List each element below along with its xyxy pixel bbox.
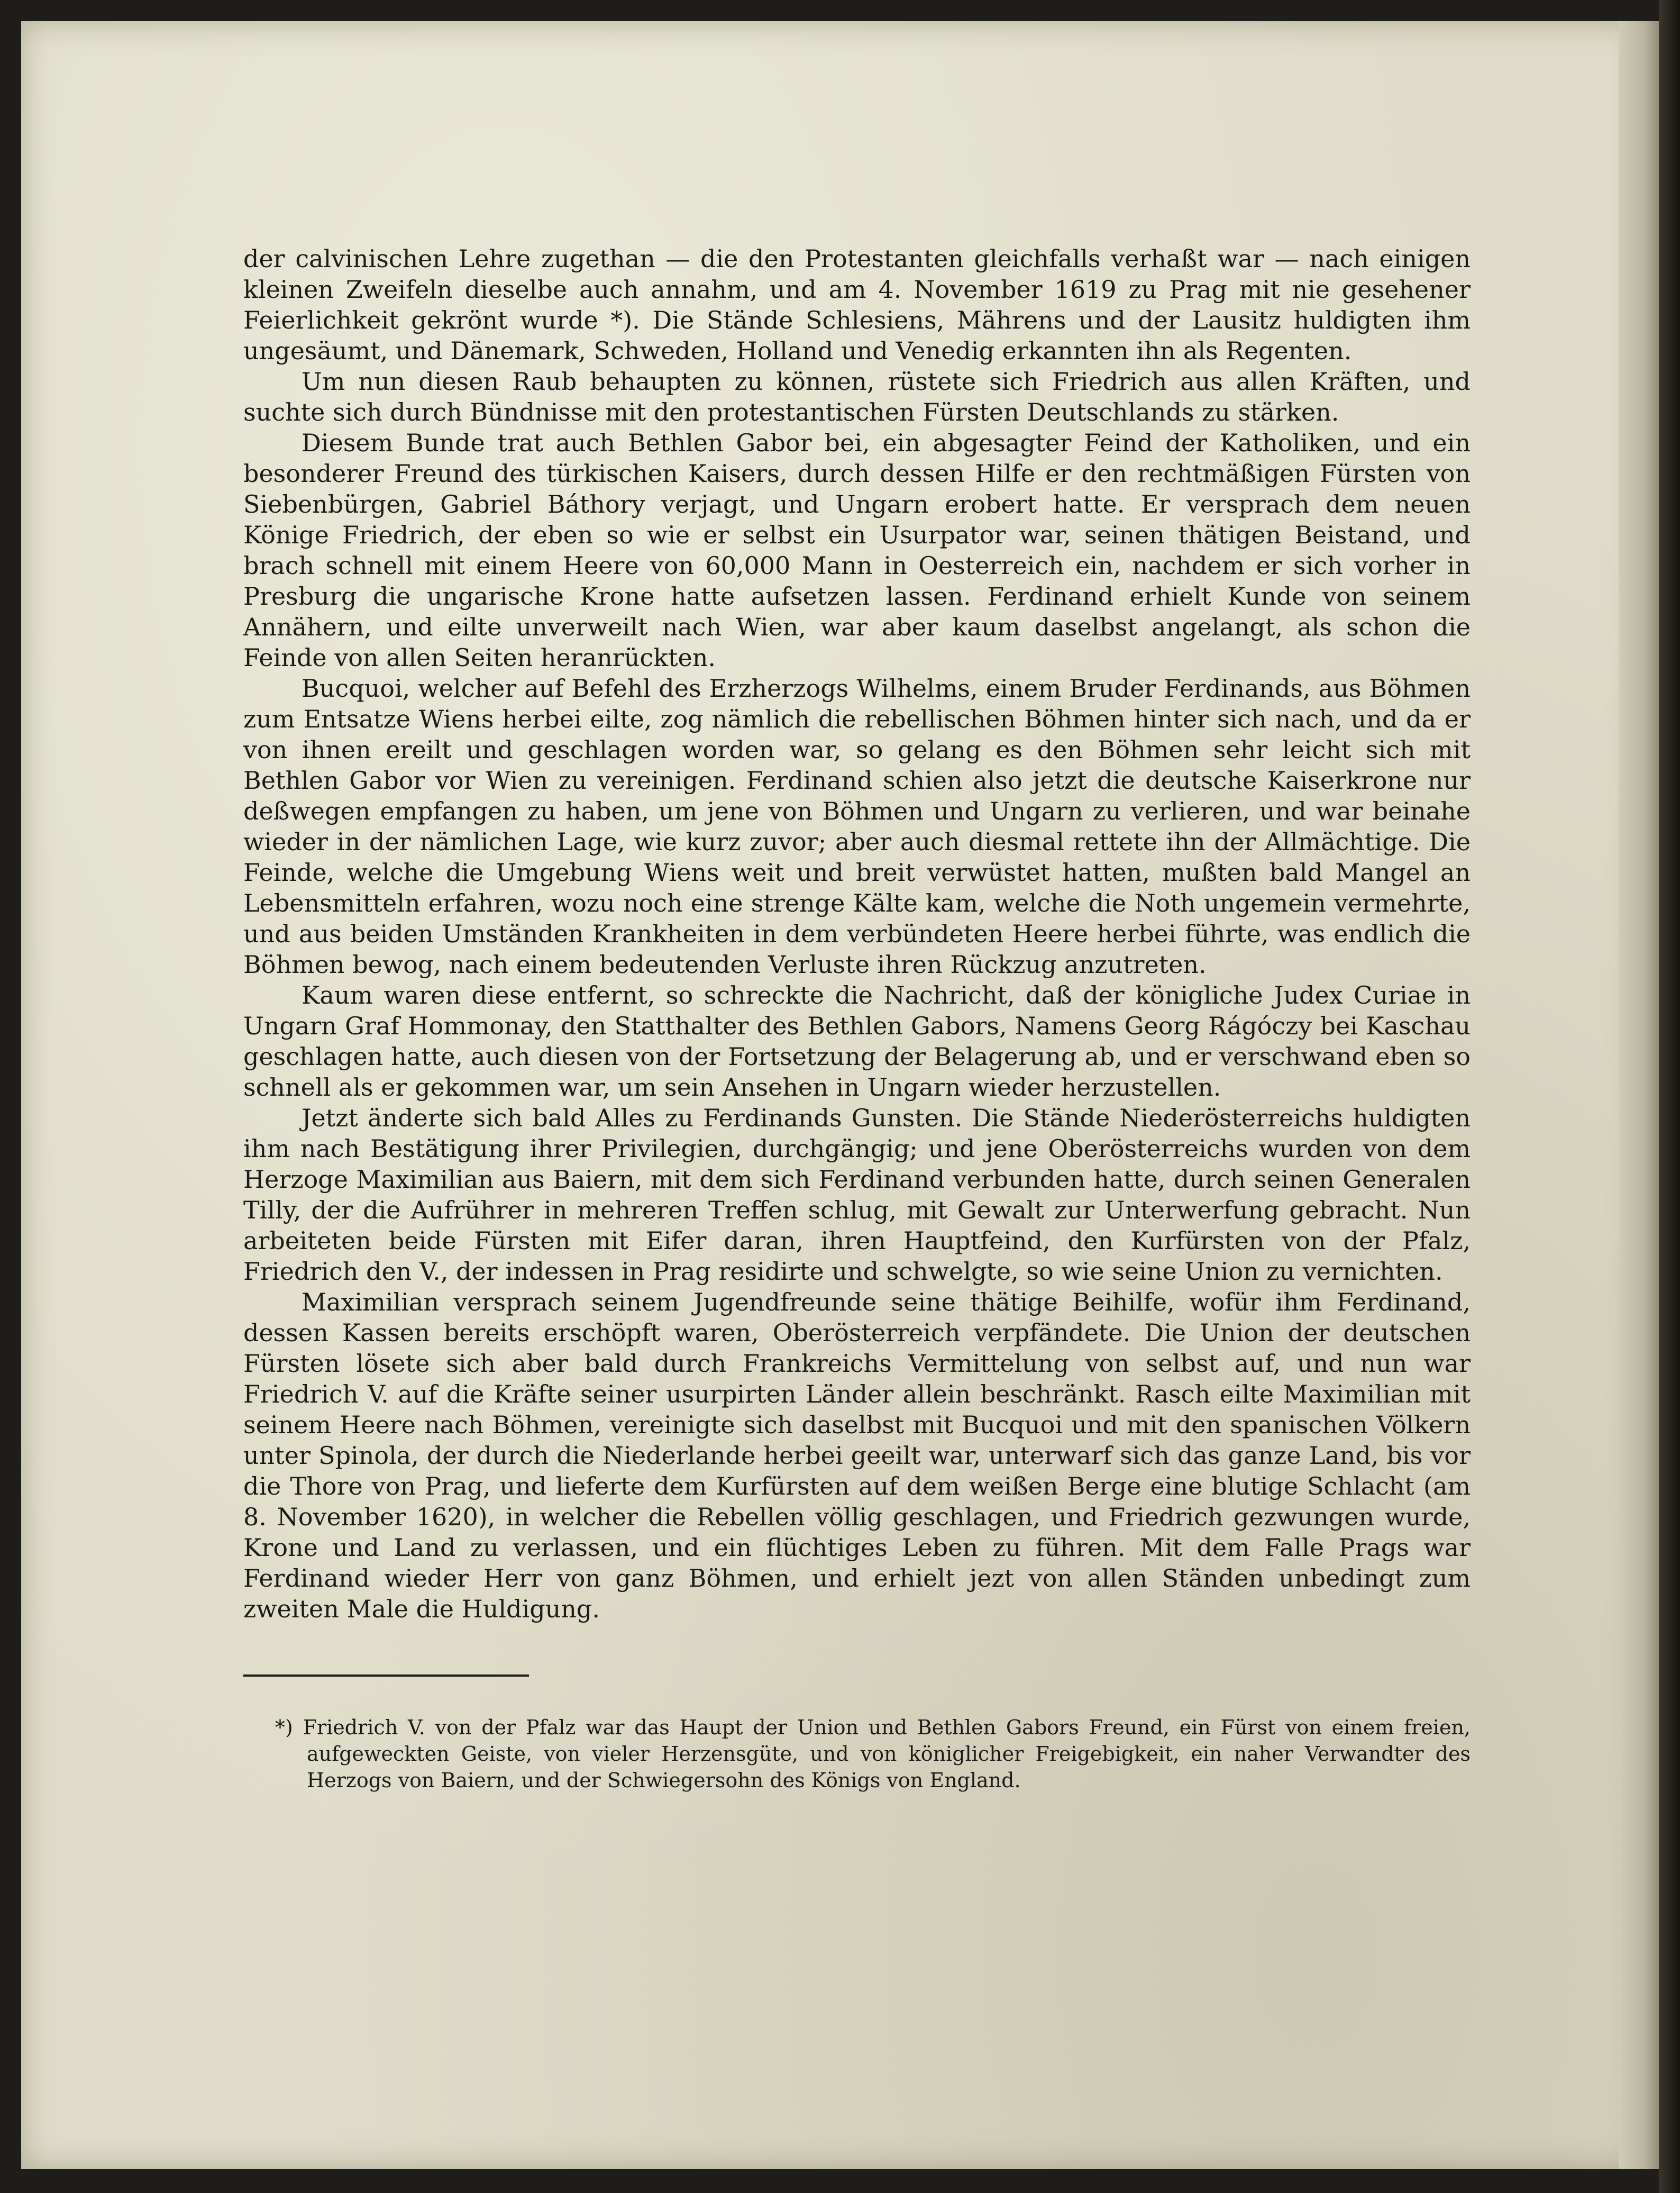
footnote-divider: [243, 1675, 529, 1677]
paragraph-2: Um nun diesen Raub behaupten zu können, rüstete sich Friedrich aus allen Kräften, und suchte sich durch Bündnisse mit den protestantischen Fürsten Deutschlands zu stärken.: [243, 367, 1471, 426]
paragraph-1: der calvinischen Lehre zugethan — die den Protestanten gleichfalls verhaßt war — nach einigen kleinen Zweifeln dieselbe auch annahm, und am 4. November 1619 zu Prag mit nie gesehener Feierlichkeit gekrönt wurde *). Die Stände Schlesiens, Mährens und der Lausitz huldigten ihm ungesäumt, und Dänemark, Schweden, Holland und Venedig erkannten ihn als Regenten.: [243, 244, 1471, 365]
page-edge: [1619, 21, 1661, 2169]
footnote: *) Friedrich V. von der Pfalz war das Haupt der Union und Bethlen Gabors Freund, ein Fürst von einem freien, aufgeweckten Geiste, von vieler Herzensgüte, und von königlicher Freigebigkeit, ein naher Verwandter des Herzogs von Baiern, und der Schwiegersohn des Königs von England.: [275, 1716, 1471, 1792]
paragraph-6: Jetzt änderte sich bald Alles zu Ferdinands Gunsten. Die Stände Niederösterreichs huldigten ihm nach Bestätigung ihrer Privilegien, durchgängig; und jene Oberösterreichs wurden von dem Herzoge Maximilian aus Baiern, mit dem sich Ferdinand verbunden hatte, durch seinen Generalen Tilly, der die Aufrührer in mehreren Treffen schlug, mit Gewalt zur Unterwerfung gebracht. Nun arbeiteten beide Fürsten mit Eifer daran, ihren Hauptfeind, den Kurfürsten von der Pfalz, Friedrich den V., der indessen in Prag residirte und schwelgte, so wie seine Union zu vernichten.: [243, 1104, 1471, 1286]
paragraph-4: Bucquoi, welcher auf Befehl des Erzherzogs Wilhelms, einem Bruder Ferdinands, aus Böhmen zum Entsatze Wiens herbei eilte, zog nämlich die rebellischen Böhmen hinter sich nach, und da er von ihnen ereilt und geschlagen worden war, so gelang es den Böhmen sehr leicht sich mit Bethlen Gabor vor Wien zu vereinigen. Ferdinand schien also jetzt die deutsche Kaiserkrone nur deßwegen empfangen zu haben, um jene von Böhmen und Ungarn zu verlieren, und war beinahe wieder in der nämlichen Lage, wie kurz zuvor; aber auch diesmal rettete ihn der Allmächtige. Die Feinde, welche die Umgebung Wiens weit und breit verwüstet hatten, mußten bald Mangel an Lebensmitteln erfahren, wozu noch eine strenge Kälte kam, welche die Noth ungemein vermehrte, und aus beiden Umständen Krankheiten in dem verbündeten Heere herbei führte, was endlich die Böhmen bewog, nach einem bedeutenden Verluste ihren Rückzug anzutreten.: [243, 674, 1471, 979]
main-text: [243, 243, 1471, 1624]
paragraph-7: Maximilian versprach seinem Jugendfreunde seine thätige Beihilfe, wofür ihm Ferdinand, dessen Kassen bereits erschöpft waren, Oberösterreich verpfändete. Die Union der deutschen Fürsten lösete sich aber bald durch Frankreichs Vermittelung von selbst auf, und nun war Friedrich V. auf die Kräfte seiner usurpirten Länder allein beschränkt. Rasch eilte Maximilian mit seinem Heere nach Böhmen, vereinigte sich daselbst mit Bucquoi und mit den spanischen Völkern unter Spinola, der durch die Niederlande herbei geeilt war, unterwarf sich das ganze Land, bis vor die Thore von Prag, und lieferte dem Kurfürsten auf dem weißen Berge eine blutige Schlacht (am 8. November 1620), in welcher die Rebellen völlig geschlagen, und Friedrich gezwungen wurde, Krone und Land zu verlassen, und ein flüchtiges Leben zu führen. Mit dem Falle Prags war Ferdinand wieder Herr von ganz Böhmen, und erhielt jezt von allen Ständen unbedingt zum zweiten Male die Huldigung.: [243, 1288, 1471, 1623]
paragraph-3: Diesem Bunde trat auch Bethlen Gabor bei, ein abgesagter Feind der Katholiken, und ein besonderer Freund des türkischen Kaisers, durch dessen Hilfe er den rechtmäßigen Fürsten von Siebenbürgen, Gabriel Báthory verjagt, und Ungarn erobert hatte. Er versprach dem neuen Könige Friedrich, der eben so wie er selbst ein Usurpator war, seinen thätigen Beistand, und brach schnell mit einem Heere von 60,000 Mann in Oesterreich ein, nachdem er sich vorher in Presburg die ungarische Krone hatte aufsetzen lassen. Ferdinand erhielt Kunde von seinem Annähern, und eilte unverweilt nach Wien, war aber kaum daselbst angelangt, als schon die Feinde von allen Seiten heranrückten.: [243, 429, 1471, 672]
book-spine: [1659, 0, 1680, 2193]
paragraph-5: Kaum waren diese entfernt, so schreckte die Nachricht, daß der königliche Judex Curiae in Ungarn Graf Hommonay, den Statthalter des Bethlen Gabors, Namens Georg Rágóczy bei Kaschau geschlagen hatte, auch diesen von der Fortsetzung der Belagerung ab, und er verschwand eben so schnell als er gekommen war, um sein Ansehen in Ungarn wieder herzustellen.: [243, 981, 1471, 1102]
